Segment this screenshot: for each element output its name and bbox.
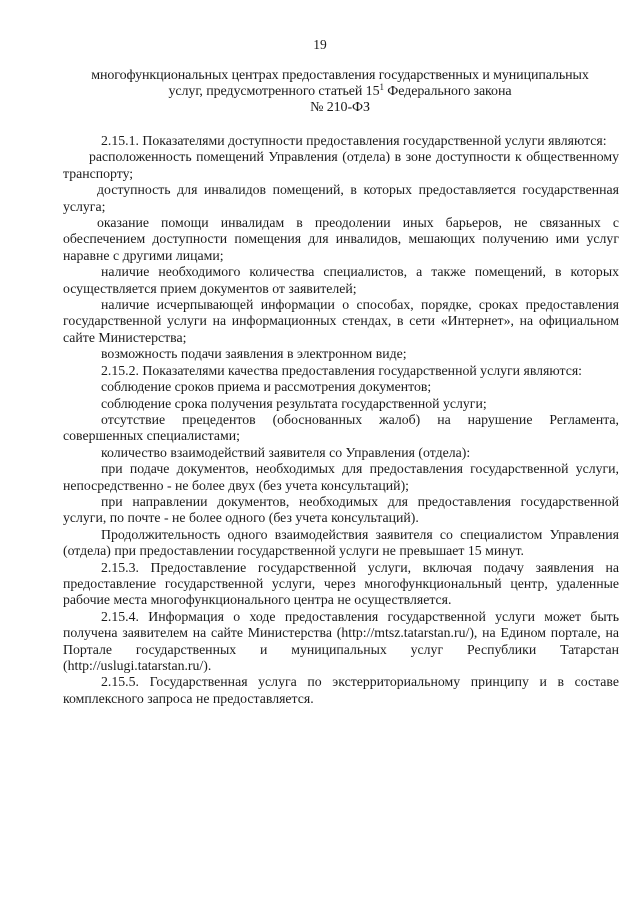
- paragraph: расположенность помещений Управления (отдела) в зоне доступности к общественному транспорту;: [63, 149, 619, 181]
- paragraph: возможность подачи заявления в электронном виде;: [101, 346, 407, 362]
- heading-line-2-tail: Федерального закона: [383, 84, 512, 99]
- paragraph: при направлении документов, необходимых для предоставления государственной услуги, по почте - не более одного (без учета консультаций).: [63, 493, 619, 526]
- heading-superscript: 1: [379, 82, 384, 92]
- heading-line-1: многофункциональных центрах предоставления государственных и муниципальных: [91, 68, 589, 83]
- paragraph: количество взаимодействий заявителя со Управления (отдела):: [101, 444, 471, 460]
- paragraph: Продолжительность одного взаимодействия заявителя со специалистом Управления (отдела) при предоставлении государственной услуги не превышает 15 минут.: [63, 526, 619, 559]
- paragraph: наличие исчерпывающей информации о способах, порядке, сроках предоставления государственной услуги на информационных стендах, в сети «Интернет», на официальном сайте Министерства;: [63, 297, 619, 345]
- paragraph-2-15-1: 2.15.1. Показателями доступности предоставления государственной услуги являются:: [101, 133, 607, 148]
- paragraph: оказание помощи инвалидам в преодолении иных барьеров, не связанных с обеспечением доступности помещения для инвалидов, мешающих получению ими услуг наравне с другими лицами;: [63, 215, 619, 263]
- heading-line-2: [60, 84, 620, 100]
- paragraph: соблюдение сроков приема и рассмотрения документов;: [101, 379, 432, 395]
- page-number: 19: [313, 37, 327, 52]
- document-body: [63, 133, 619, 707]
- paragraph: отсутствие прецедентов (обоснованных жалоб) на нарушение Регламента, совершенных специалистами;: [63, 411, 619, 444]
- section-heading: [60, 68, 620, 116]
- heading-line-3: № 210-ФЗ: [310, 100, 370, 115]
- heading-line-2-text: услуг, предусмотренного статьей 15: [168, 84, 380, 99]
- paragraph: доступность для инвалидов помещений, в которых предоставляется государственная услуга;: [63, 182, 619, 214]
- paragraph-2-15-3: 2.15.3. Предоставление государственной услуги, включая подачу заявления на предоставление государственной услуги, через многофункциональный центр, удаленные рабочие места многофункционального центра не осуществляется.: [63, 559, 619, 608]
- paragraph-2-15-4: 2.15.4. Информация о ходе предоставления государственной услуги может быть получена заявителем на сайте Министерства (http://mtsz.tatarstan.ru/), на Едином портале, на Портале государственных и муниципальных услуг Республики Татарстан (http://uslugi.tatarstan.ru/).: [63, 608, 619, 673]
- paragraph: соблюдение срока получения результата государственной услуги;: [101, 395, 487, 411]
- paragraph-2-15-5: 2.15.5. Государственная услуга по экстерриториальному принципу и в составе комплексного запроса не предоставляется.: [63, 674, 619, 706]
- paragraph-2-15-2: 2.15.2. Показателями качества предоставления государственной услуги являются:: [101, 362, 583, 378]
- paragraph: при подаче документов, необходимых для предоставления государственной услуги, непосредственно - не более двух (без учета консультаций);: [63, 461, 619, 493]
- paragraph: наличие необходимого количества специалистов, а также помещений, в которых осуществляется прием документов от заявителей;: [63, 264, 619, 296]
